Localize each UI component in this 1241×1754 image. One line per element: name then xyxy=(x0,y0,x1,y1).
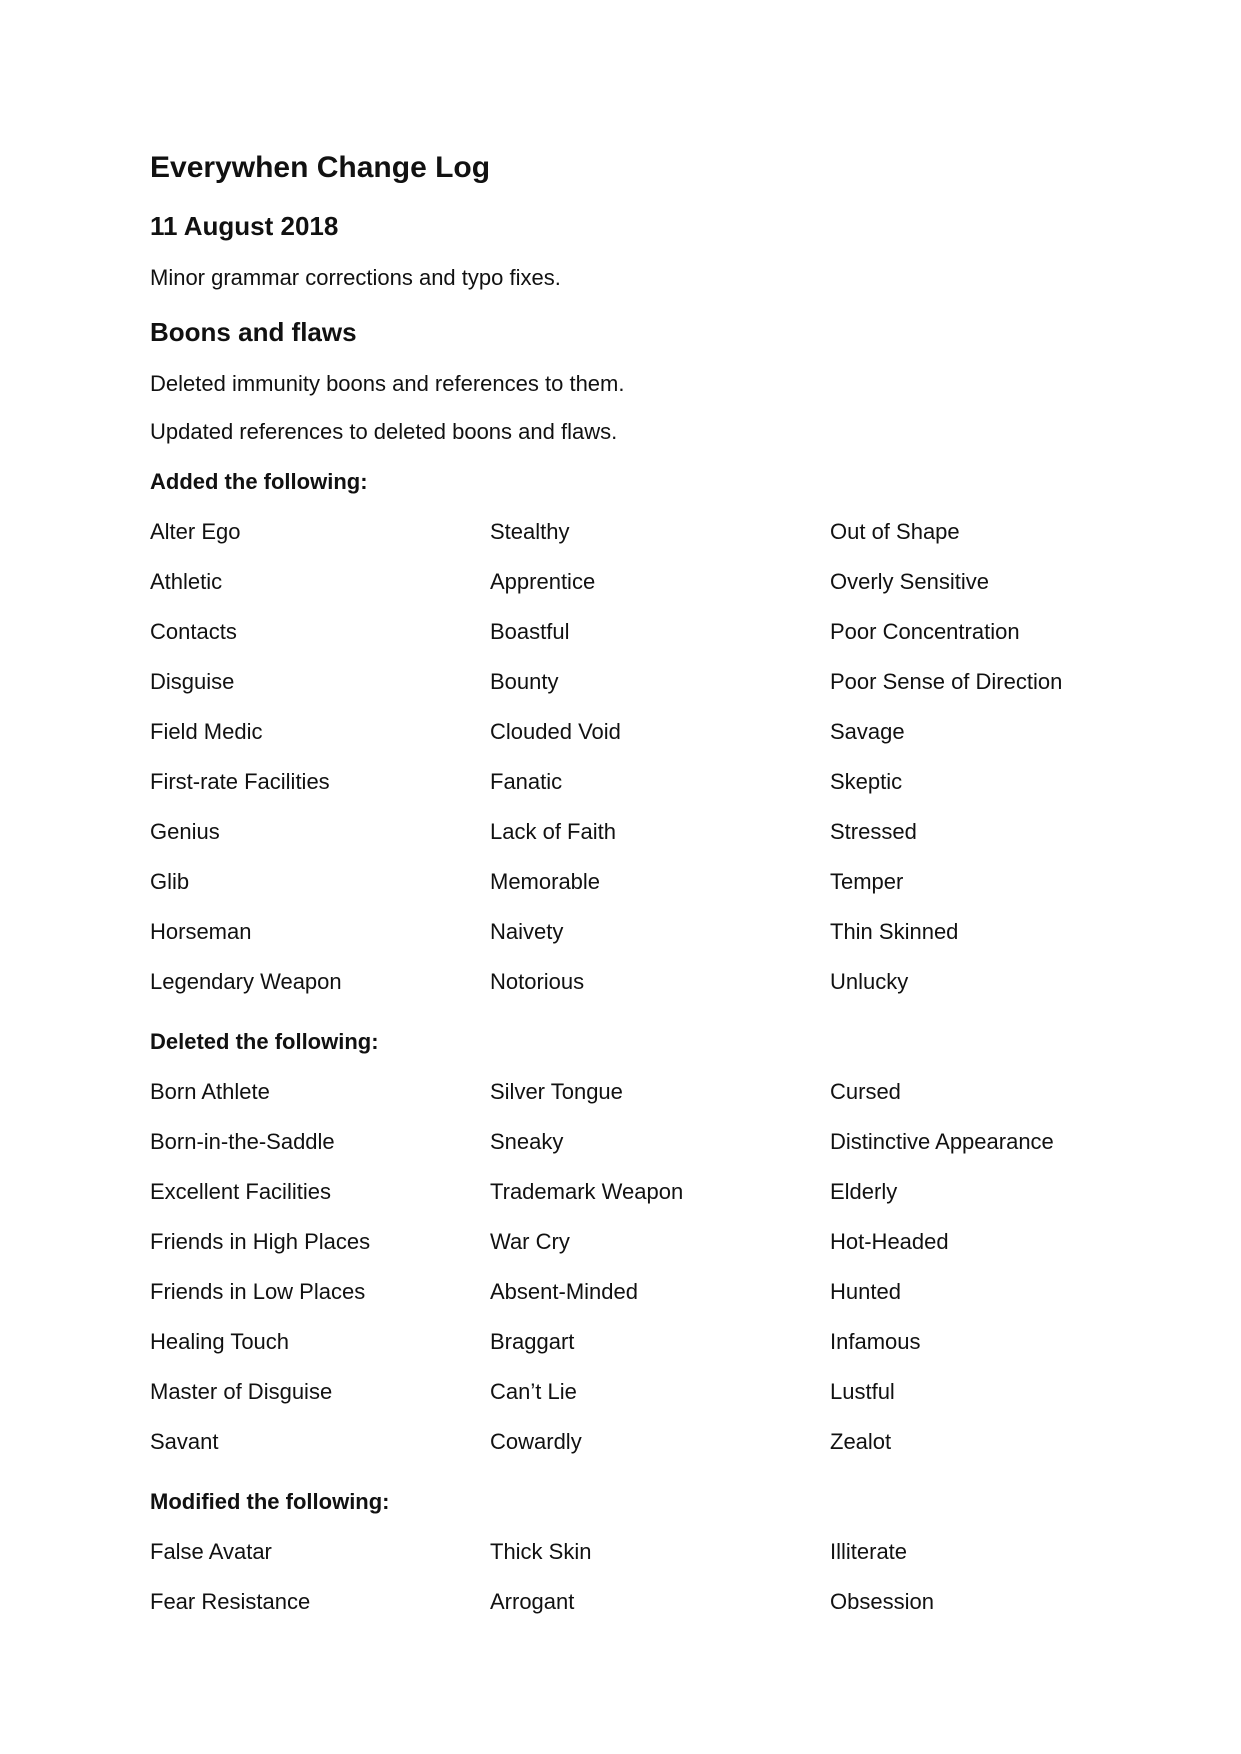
list-item: Healing Touch xyxy=(150,1329,290,1354)
list-item: Illiterate xyxy=(830,1539,908,1564)
list-item: Clouded Void xyxy=(490,719,621,744)
list-item: Skeptic xyxy=(830,769,903,794)
list-item: Absent-Minded xyxy=(490,1279,638,1304)
list-item: Notorious xyxy=(490,969,585,994)
deleted-heading: Deleted the following: xyxy=(150,1029,379,1054)
list-item: Friends in Low Places xyxy=(150,1279,366,1304)
list-item: Fear Resistance xyxy=(150,1589,311,1614)
paragraph-updated-references: Updated references to deleted boons and flaws. xyxy=(150,419,618,444)
list-item: Disguise xyxy=(150,669,235,694)
list-item: Alter Ego xyxy=(150,519,241,544)
list-item: Lack of Faith xyxy=(490,819,616,844)
list-item: Poor Concentration xyxy=(830,619,1020,644)
list-item: Hot-Headed xyxy=(830,1229,949,1254)
list-item: Arrogant xyxy=(490,1589,575,1614)
list-item: Friends in High Places xyxy=(150,1229,371,1254)
list-item: Horseman xyxy=(150,919,252,944)
document-page xyxy=(150,148,1110,1632)
modified-list xyxy=(150,1532,1110,1632)
section-heading: Boons and flaws xyxy=(150,317,357,347)
list-item: Thick Skin xyxy=(490,1539,592,1564)
list-item: First-rate Facilities xyxy=(150,769,330,794)
list-item: Stealthy xyxy=(490,519,570,544)
list-item: Sneaky xyxy=(490,1129,564,1154)
list-item: Born Athlete xyxy=(150,1079,270,1104)
date-heading: 11 August 2018 xyxy=(150,211,339,241)
list-item: Boastful xyxy=(490,619,570,644)
list-item: Overly Sensitive xyxy=(830,569,989,594)
list-item: Hunted xyxy=(830,1279,901,1304)
list-item: Legendary Weapon xyxy=(150,969,342,994)
list-item: Poor Sense of Direction xyxy=(830,669,1063,694)
list-item: Obsession xyxy=(830,1589,934,1614)
paragraph-deleted-immunity: Deleted immunity boons and references to them. xyxy=(150,371,625,396)
list-item: Elderly xyxy=(830,1179,898,1204)
list-item: Genius xyxy=(150,819,220,844)
list-item: Infamous xyxy=(830,1329,921,1354)
modified-heading: Modified the following: xyxy=(150,1489,390,1514)
list-item: Bounty xyxy=(490,669,559,694)
list-item: False Avatar xyxy=(150,1539,272,1564)
list-item: Excellent Facilities xyxy=(150,1179,331,1204)
added-list xyxy=(150,512,1110,1012)
list-item: War Cry xyxy=(490,1229,570,1254)
list-item: Contacts xyxy=(150,619,237,644)
list-item: Naivety xyxy=(490,919,564,944)
list-item: Silver Tongue xyxy=(490,1079,623,1104)
list-item: Out of Shape xyxy=(830,519,960,544)
deleted-list xyxy=(150,1072,1110,1472)
list-item: Fanatic xyxy=(490,769,563,794)
list-item: Savage xyxy=(830,719,905,744)
list-item: Unlucky xyxy=(830,969,909,994)
list-item: Lustful xyxy=(830,1379,895,1404)
list-item: Can’t Lie xyxy=(490,1379,577,1404)
list-item: Cursed xyxy=(830,1079,901,1104)
list-item: Master of Disguise xyxy=(150,1379,333,1404)
list-item: Glib xyxy=(150,869,190,894)
list-item: Born-in-the-Saddle xyxy=(150,1129,335,1154)
list-item: Temper xyxy=(830,869,904,894)
list-item: Apprentice xyxy=(490,569,596,594)
document-title: Everywhen Change Log xyxy=(150,151,491,184)
intro-paragraph: Minor grammar corrections and typo fixes. xyxy=(150,265,561,290)
list-item: Athletic xyxy=(150,569,223,594)
list-item: Memorable xyxy=(490,869,601,894)
list-item: Zealot xyxy=(830,1429,892,1454)
added-heading: Added the following: xyxy=(150,469,368,494)
list-item: Savant xyxy=(150,1429,219,1454)
list-item: Distinctive Appearance xyxy=(830,1129,1054,1154)
list-item: Stressed xyxy=(830,819,917,844)
list-item: Field Medic xyxy=(150,719,263,744)
list-item: Braggart xyxy=(490,1329,575,1354)
list-item: Cowardly xyxy=(490,1429,582,1454)
list-item: Trademark Weapon xyxy=(490,1179,684,1204)
list-item: Thin Skinned xyxy=(830,919,959,944)
